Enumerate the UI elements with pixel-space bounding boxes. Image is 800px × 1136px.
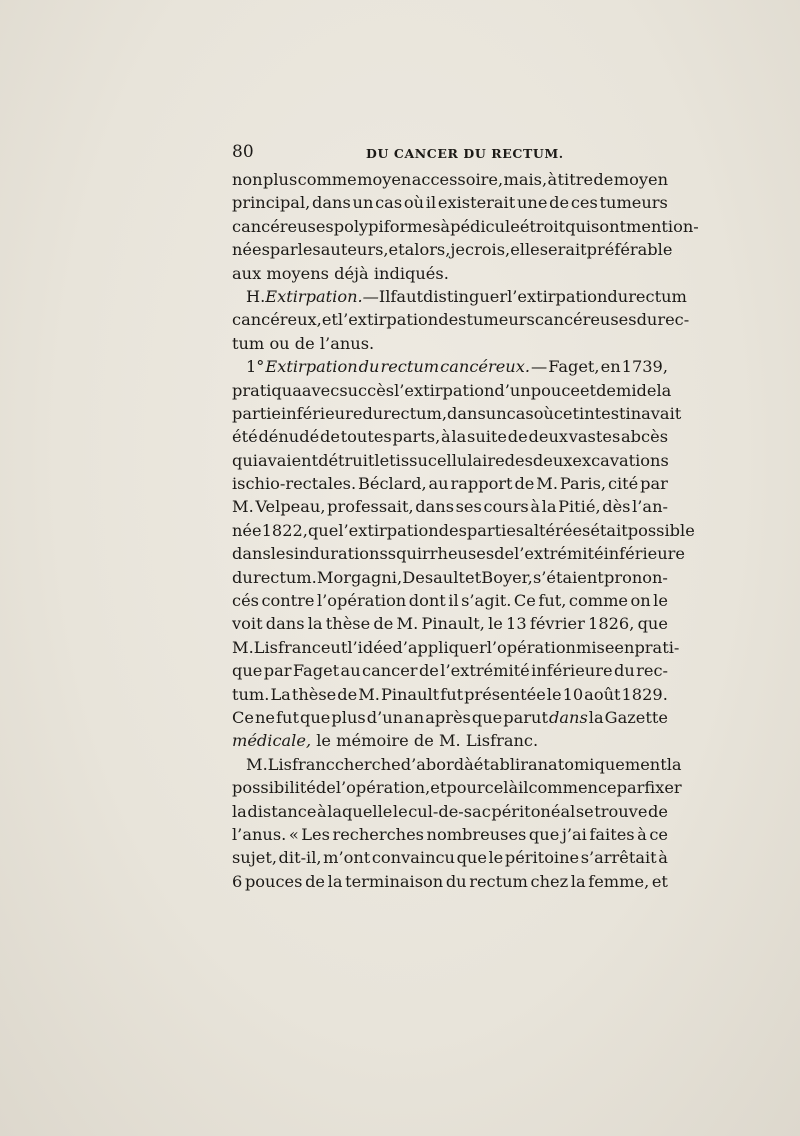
text-line: cancéreuses polypiformes à pédicule étroit qui sont mention- [232, 216, 699, 236]
text-line: 6 pouces de la terminaison du rectum chez la femme, et [232, 871, 668, 891]
text-line: cés contre l’opération dont il s’agit. Ce fut, comme on le [232, 591, 668, 611]
text-line: dans les indurations squirrheuses de l’extrémité inférieure [232, 544, 685, 564]
text-line: pratiqua avec succès l’extirpation d’un pouce et demi de la [232, 380, 672, 400]
text-line: qui avaient détruit le tissu cellulaire des deux excavations [232, 450, 669, 470]
text-line: tum ou de l’anus. [232, 333, 375, 353]
text-line: que par Faget au cancer de l’extrémité inférieure du rec- [232, 661, 668, 681]
body-text [232, 168, 699, 893]
text-line: l’anus. « Les recherches nombreuses que j’ai faites à ce [232, 824, 668, 844]
running-head: DU CANCER DU RECTUM. [366, 146, 564, 161]
text-line: sujet, dit-il, m’ont convaincu que le péritoine s’arrêtait à [232, 848, 668, 868]
text-line: ischio-rectales. Béclard, au rapport de M. Paris, cité par [232, 474, 668, 494]
text-line: médicale, le mémoire de M. Lisfranc. [232, 731, 539, 751]
text-line: nées par les auteurs, et alors, je crois, elle serait préférable [232, 240, 673, 260]
text-line: cancéreux, et l’extirpation des tumeurs cancéreuses du rec- [232, 310, 690, 330]
text-line: M. Velpeau, professait, dans ses cours à la Pitié, dès l’an- [232, 497, 668, 517]
text-line: la distance à laquelle le cul-de-sac péritonéal se trouve de [232, 801, 668, 821]
text-line: 1° Extirpation du rectum cancéreux. — Faget, en 1739, [246, 357, 668, 377]
text-line: M. Lisfranc eut l’idée d’appliquer l’opération mise en prati- [232, 637, 680, 657]
text-line: possibilité de l’opération, et pour celà il commence par fixer [232, 778, 682, 798]
text-line: du rectum. Morgagni, Desault et Boyer, s’étaient pronon- [232, 567, 668, 587]
text-line: née 1822, que l’extirpation des parties altérées était possible [232, 520, 695, 540]
text-line: Ce ne fut que plus d’un an après que parut dans la Gazette [232, 707, 668, 727]
page-number: 80 [232, 142, 254, 162]
text-line: M. Lisfranc cherche d’abord à établir anatomiquement la [246, 754, 682, 774]
text-line: tum. La thèse de M. Pinault fut présentée le 10 août 1829. [232, 684, 668, 704]
page-header [232, 140, 668, 166]
text-line: partie inférieure du rectum, dans un cas où cet intestin avait [232, 403, 682, 423]
text-line: principal, dans un cas où il existerait une de ces tumeurs [232, 193, 668, 213]
text-line: été dénudé de toutes parts, à la suite de deux vastes abcès [232, 427, 668, 447]
text-line: aux moyens déjà indiqués. [232, 263, 449, 283]
text-line: voit dans la thèse de M. Pinault, le 13 février 1826, que [232, 614, 668, 634]
text-line: non plus comme moyen accessoire, mais, à titre de moyen [232, 170, 668, 189]
text-line: H. Extirpation.— Il faut distinguer l’extirpation du rectum [246, 286, 687, 306]
